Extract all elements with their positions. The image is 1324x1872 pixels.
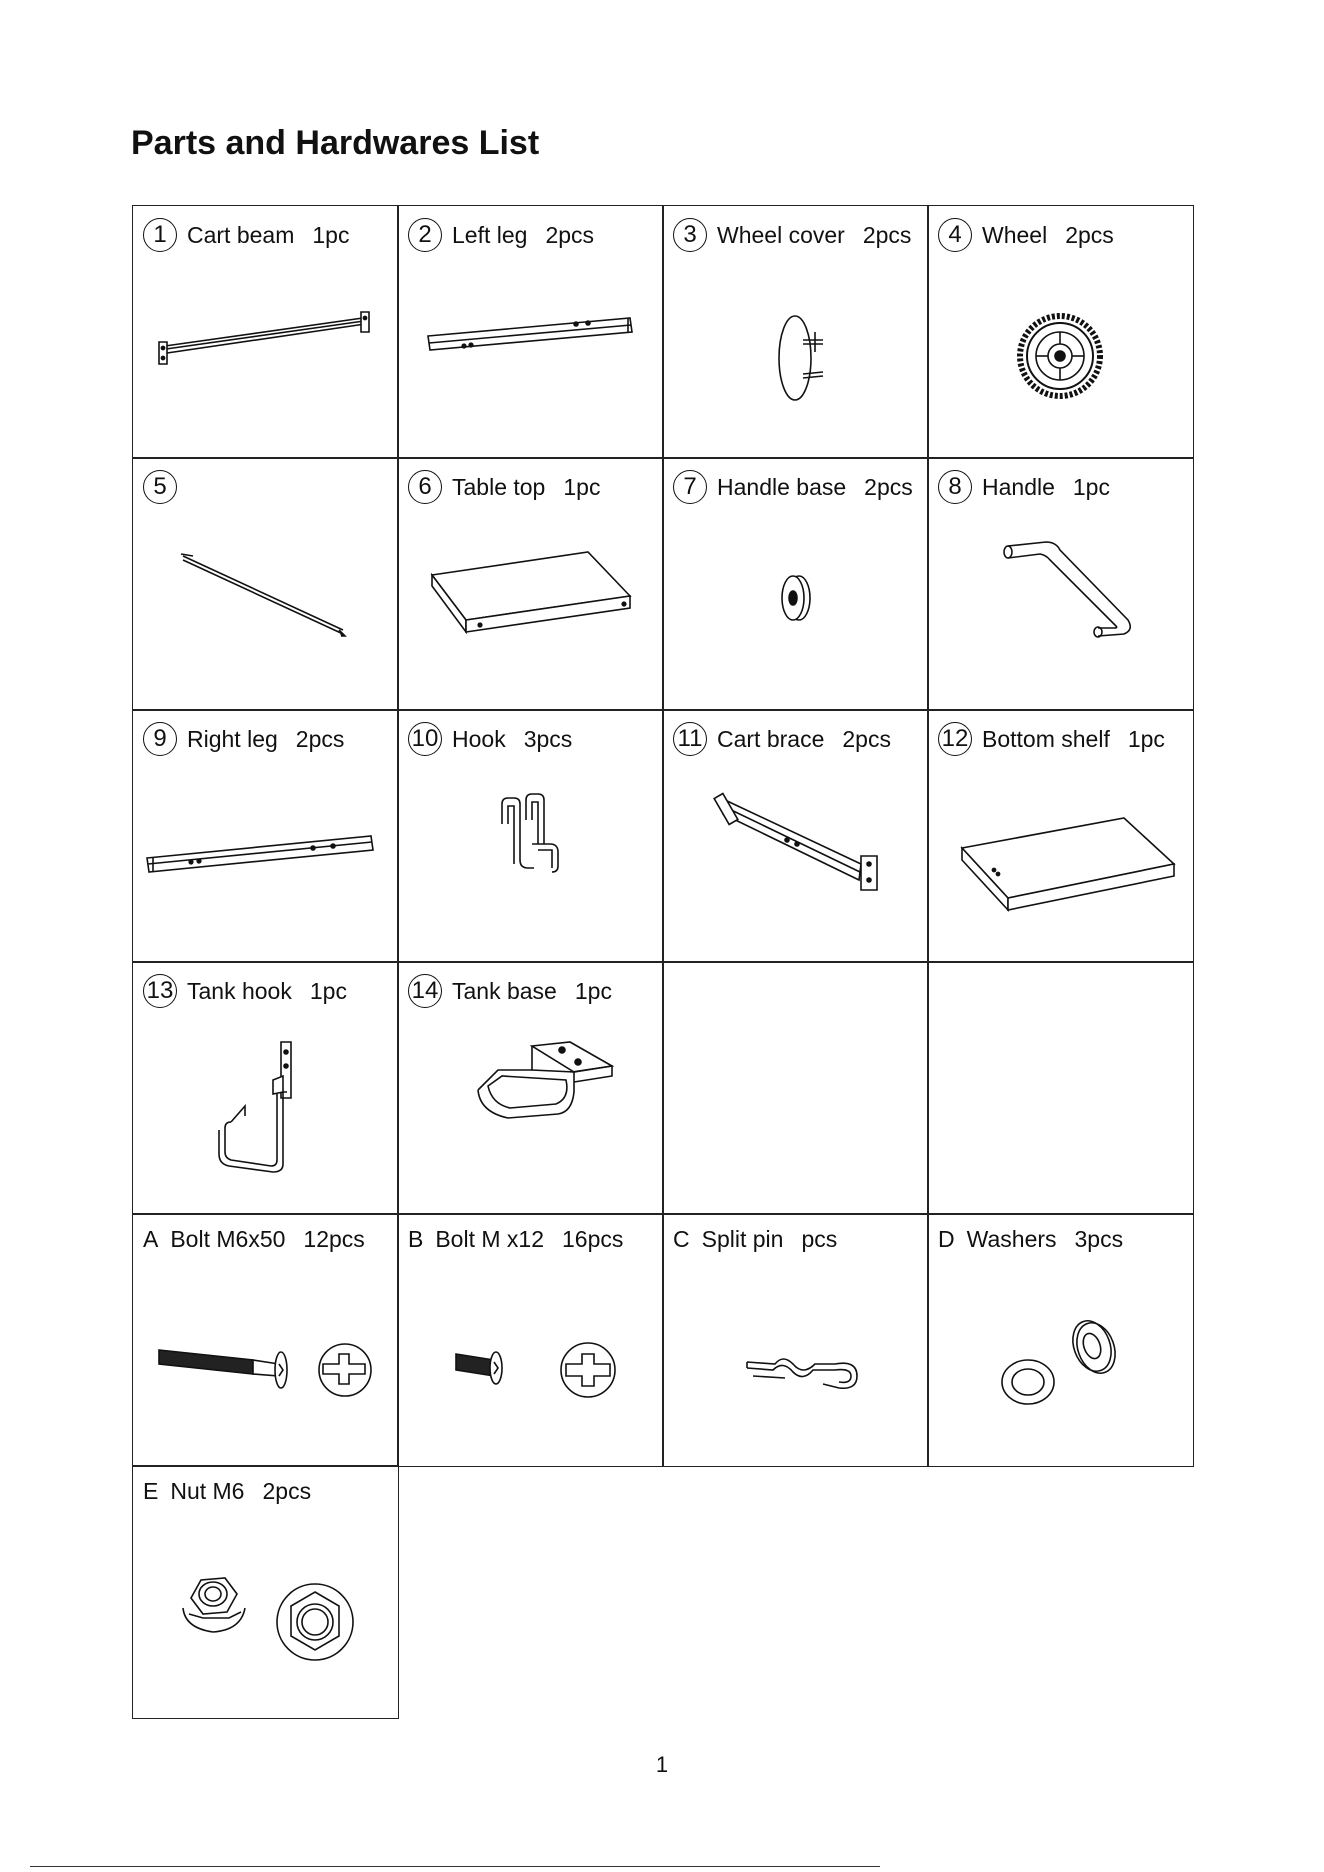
- part-name: Handle: [982, 473, 1055, 500]
- part-number: 4: [938, 218, 972, 252]
- part-cell-right-leg: [132, 709, 399, 963]
- part-quantity: 2pcs: [545, 221, 595, 248]
- split-pin-illustration: [663, 1284, 928, 1464]
- hardware-letter: C: [673, 1226, 690, 1252]
- parts-table: [132, 205, 1192, 1717]
- part-cell-handle-base: [662, 457, 929, 711]
- part-name: Tank hook: [187, 977, 292, 1004]
- part-number: 8: [938, 470, 972, 504]
- part-quantity: 2pcs: [864, 473, 913, 500]
- part-cell-left-leg: [397, 205, 664, 459]
- left-leg-illustration: [398, 276, 663, 456]
- handle-illustration: [928, 528, 1193, 708]
- hook-illustration: [398, 780, 663, 960]
- part-quantity: 1pc: [312, 221, 350, 248]
- handle-base-illustration: [663, 528, 928, 708]
- part-quantity: 2pcs: [862, 221, 912, 248]
- part-name: Right leg: [187, 725, 278, 752]
- rod-illustration: [133, 528, 398, 708]
- part-cell-table-top: [397, 457, 664, 711]
- bottom-shelf-illustration: [928, 780, 1193, 960]
- part-cell-handle: [927, 457, 1194, 711]
- hardware-name: Bolt M x12: [435, 1226, 544, 1252]
- hardware-quantity: 3pcs: [1074, 1226, 1124, 1252]
- hardware-name: Bolt M6x50: [170, 1226, 286, 1252]
- part-number: 1: [143, 218, 177, 252]
- hardware-cell-washers: [927, 1213, 1194, 1467]
- hardware-quantity: 12pcs: [303, 1226, 365, 1252]
- hardware-quantity: 2pcs: [262, 1478, 312, 1504]
- part-number: 7: [673, 470, 707, 504]
- part-cell-tank-hook: [132, 961, 399, 1215]
- hardware-cell-bolt-m6x50: [132, 1213, 399, 1467]
- empty-cell: [662, 961, 929, 1215]
- bolt-m6x50-illustration: [133, 1284, 398, 1464]
- table-top-illustration: [398, 528, 663, 708]
- tank-hook-illustration: [133, 1032, 398, 1212]
- hardware-name: Washers: [966, 1226, 1057, 1252]
- footer-rule: [30, 1866, 880, 1867]
- part-number: 5: [143, 470, 177, 504]
- part-name: Bottom shelf: [982, 725, 1110, 752]
- part-cell-cart-beam: [132, 205, 399, 459]
- part-cell-tank-base: [397, 961, 664, 1215]
- washers-illustration: [928, 1284, 1193, 1464]
- part-name: Cart beam: [187, 221, 295, 248]
- part-quantity: 1pc: [574, 977, 612, 1004]
- right-leg-illustration: [133, 780, 398, 960]
- part-number: 9: [143, 722, 177, 756]
- hardware-letter: D: [938, 1226, 955, 1252]
- hardware-name: Split pin: [701, 1226, 784, 1252]
- tank-base-illustration: [398, 1032, 663, 1212]
- part-name: Hook: [452, 725, 506, 752]
- part-name: Handle base: [717, 473, 847, 500]
- part-quantity: 3pcs: [523, 725, 573, 752]
- part-name: Wheel: [982, 221, 1048, 248]
- part-number: 12: [938, 722, 972, 756]
- bolt-m-x12-illustration: [398, 1284, 663, 1464]
- hardware-quantity: 16pcs: [562, 1226, 624, 1252]
- hardware-cell-nut-m6: [132, 1465, 399, 1719]
- part-cell-hook: [397, 709, 664, 963]
- part-quantity: 2pcs: [1065, 221, 1114, 248]
- part-number: 3: [673, 218, 707, 252]
- part-quantity: 1pc: [309, 977, 347, 1004]
- part-name: Table top: [452, 473, 546, 500]
- cart-brace-illustration: [663, 780, 928, 960]
- part-number: 11: [673, 722, 707, 756]
- part-name: Tank base: [452, 977, 557, 1004]
- part-quantity: 1pc: [1127, 725, 1165, 752]
- page-number: 1: [655, 1752, 669, 1777]
- part-quantity: 2pcs: [842, 725, 891, 752]
- hardware-cell-split-pin: [662, 1213, 929, 1467]
- blank-area: [397, 1465, 664, 1719]
- page-title: Parts and Hardwares List: [131, 124, 540, 162]
- hardware-cell-bolt-mx12: [397, 1213, 664, 1467]
- wheel-illustration: [928, 276, 1193, 456]
- part-cell-wheel-cover: [662, 205, 929, 459]
- empty-cell: [927, 961, 1194, 1215]
- wheel-cover-illustration: [663, 276, 928, 456]
- part-cell-cart-brace: [662, 709, 929, 963]
- hardware-quantity: pcs: [801, 1226, 838, 1252]
- hardware-letter: A: [143, 1226, 159, 1252]
- hardware-name: Nut M6: [170, 1478, 245, 1504]
- part-name: Cart brace: [717, 725, 825, 752]
- part-number: 14: [408, 974, 442, 1008]
- part-number: 2: [408, 218, 442, 252]
- part-cell-bottom-shelf: [927, 709, 1194, 963]
- nut-m6-illustration: [133, 1536, 398, 1716]
- part-number: 6: [408, 470, 442, 504]
- part-name: Wheel cover: [717, 221, 845, 248]
- part-number: 13: [143, 974, 177, 1008]
- part-cell-wheel: [927, 205, 1194, 459]
- hardware-letter: E: [143, 1478, 159, 1504]
- part-name: Left leg: [452, 221, 528, 248]
- part-quantity: 1pc: [1072, 473, 1110, 500]
- hardware-letter: B: [408, 1226, 424, 1252]
- cart-beam-illustration: [133, 276, 398, 456]
- part-number: 10: [408, 722, 442, 756]
- part-quantity: 2pcs: [295, 725, 345, 752]
- part-cell-5: [132, 457, 399, 711]
- part-quantity: 1pc: [563, 473, 601, 500]
